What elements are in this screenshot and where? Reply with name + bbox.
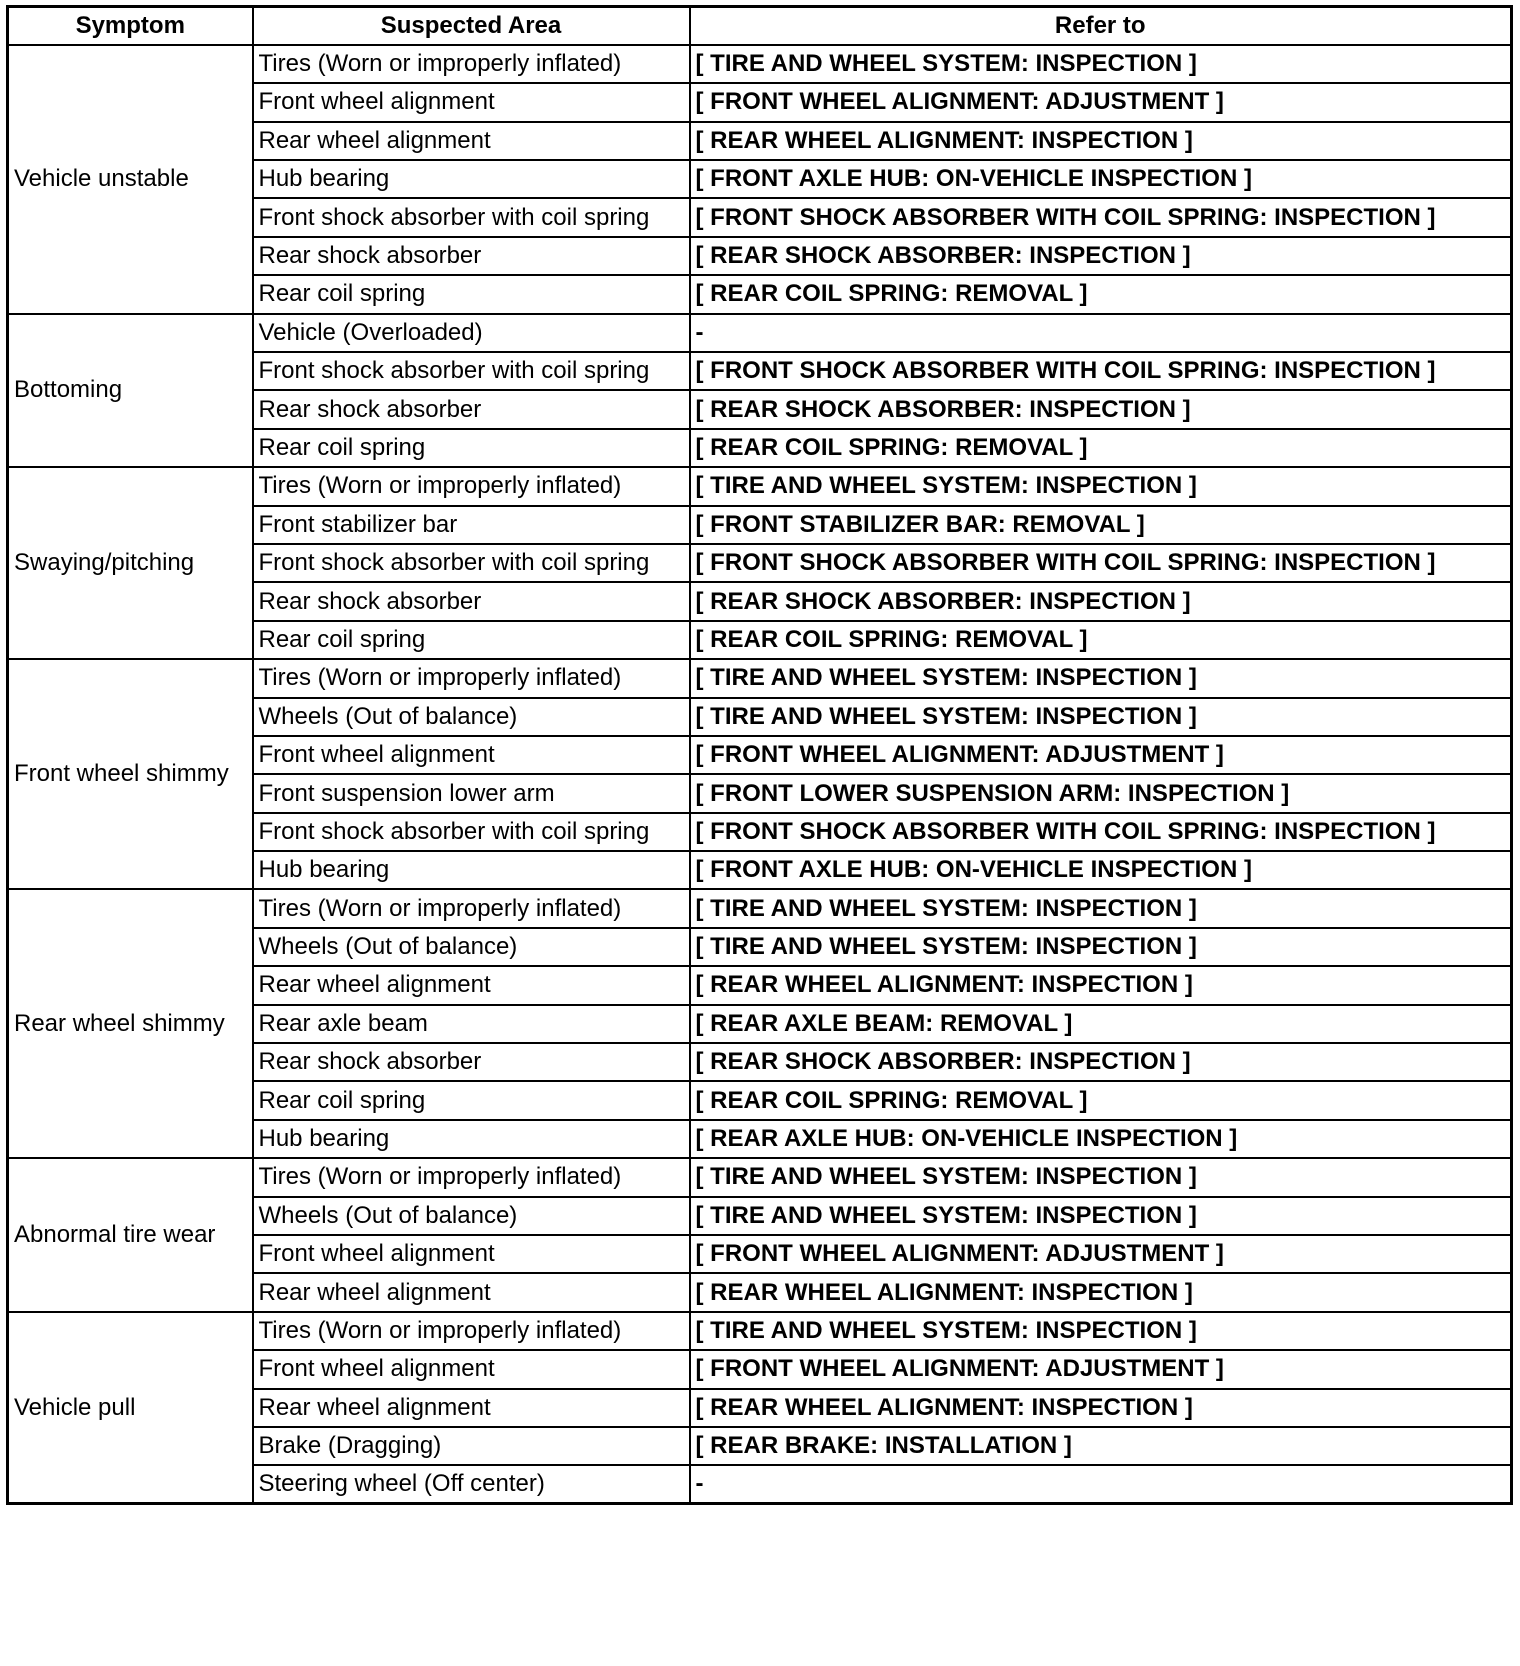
header-symptom: Symptom (8, 7, 253, 45)
suspected-area-cell: Front shock absorber with coil spring (253, 813, 690, 851)
suspected-area-cell: Rear shock absorber (253, 390, 690, 428)
refer-to-link[interactable]: [ FRONT WHEEL ALIGNMENT: ADJUSTMENT ] (690, 1235, 1512, 1273)
suspected-area-cell: Front wheel alignment (253, 736, 690, 774)
refer-to-link[interactable]: [ REAR COIL SPRING: REMOVAL ] (690, 275, 1512, 313)
suspected-area-cell: Steering wheel (Off center) (253, 1465, 690, 1503)
refer-to-link[interactable]: [ FRONT AXLE HUB: ON-VEHICLE INSPECTION ] (690, 160, 1512, 198)
symptom-cell: Front wheel shimmy (8, 659, 253, 889)
table-row (8, 1158, 1512, 1196)
suspected-area-cell: Front shock absorber with coil spring (253, 198, 690, 236)
suspected-area-cell: Rear coil spring (253, 1081, 690, 1119)
refer-to-link[interactable]: - (690, 314, 1512, 352)
refer-to-link[interactable]: [ REAR BRAKE: INSTALLATION ] (690, 1427, 1512, 1465)
table-row (8, 45, 1512, 83)
symptom-cell: Rear wheel shimmy (8, 889, 253, 1158)
refer-to-link[interactable]: [ FRONT WHEEL ALIGNMENT: ADJUSTMENT ] (690, 736, 1512, 774)
symptom-cell: Abnormal tire wear (8, 1158, 253, 1312)
refer-to-link[interactable]: [ REAR WHEEL ALIGNMENT: INSPECTION ] (690, 1389, 1512, 1427)
refer-to-link[interactable]: [ TIRE AND WHEEL SYSTEM: INSPECTION ] (690, 45, 1512, 83)
suspected-area-cell: Tires (Worn or improperly inflated) (253, 45, 690, 83)
suspected-area-cell: Vehicle (Overloaded) (253, 314, 690, 352)
refer-to-link[interactable]: [ FRONT SHOCK ABSORBER WITH COIL SPRING: INSPECTION ] (690, 198, 1512, 236)
suspected-area-cell: Tires (Worn or improperly inflated) (253, 889, 690, 927)
refer-to-link[interactable]: [ TIRE AND WHEEL SYSTEM: INSPECTION ] (690, 1197, 1512, 1235)
refer-to-link[interactable]: [ REAR COIL SPRING: REMOVAL ] (690, 1081, 1512, 1119)
refer-to-link[interactable]: [ FRONT WHEEL ALIGNMENT: ADJUSTMENT ] (690, 83, 1512, 121)
suspected-area-cell: Front wheel alignment (253, 1350, 690, 1388)
suspected-area-cell: Brake (Dragging) (253, 1427, 690, 1465)
suspected-area-cell: Rear shock absorber (253, 237, 690, 275)
suspected-area-cell: Front shock absorber with coil spring (253, 544, 690, 582)
suspected-area-cell: Front suspension lower arm (253, 774, 690, 812)
table-row (8, 659, 1512, 697)
symptom-cell: Vehicle unstable (8, 45, 253, 314)
suspected-area-cell: Rear wheel alignment (253, 1389, 690, 1427)
suspected-area-cell: Rear coil spring (253, 429, 690, 467)
refer-to-link[interactable]: [ REAR COIL SPRING: REMOVAL ] (690, 621, 1512, 659)
refer-to-link[interactable]: [ REAR SHOCK ABSORBER: INSPECTION ] (690, 390, 1512, 428)
suspected-area-cell: Hub bearing (253, 851, 690, 889)
suspected-area-cell: Hub bearing (253, 160, 690, 198)
refer-to-link[interactable]: [ TIRE AND WHEEL SYSTEM: INSPECTION ] (690, 659, 1512, 697)
suspected-area-cell: Tires (Worn or improperly inflated) (253, 1312, 690, 1350)
suspected-area-cell: Rear shock absorber (253, 582, 690, 620)
refer-to-link[interactable]: [ TIRE AND WHEEL SYSTEM: INSPECTION ] (690, 1312, 1512, 1350)
refer-to-link[interactable]: [ TIRE AND WHEEL SYSTEM: INSPECTION ] (690, 928, 1512, 966)
suspected-area-cell: Rear coil spring (253, 275, 690, 313)
refer-to-link[interactable]: [ FRONT LOWER SUSPENSION ARM: INSPECTION ] (690, 774, 1512, 812)
refer-to-link[interactable]: [ REAR SHOCK ABSORBER: INSPECTION ] (690, 1043, 1512, 1081)
suspected-area-cell: Front wheel alignment (253, 83, 690, 121)
suspected-area-cell: Rear coil spring (253, 621, 690, 659)
suspected-area-cell: Rear axle beam (253, 1005, 690, 1043)
symptom-cell: Swaying/pitching (8, 467, 253, 659)
diagnosis-table (6, 5, 1513, 1505)
header-suspected-area: Suspected Area (253, 7, 690, 45)
suspected-area-cell: Hub bearing (253, 1120, 690, 1158)
suspected-area-cell: Tires (Worn or improperly inflated) (253, 467, 690, 505)
refer-to-link[interactable]: [ REAR WHEEL ALIGNMENT: INSPECTION ] (690, 122, 1512, 160)
refer-to-link[interactable]: [ FRONT WHEEL ALIGNMENT: ADJUSTMENT ] (690, 1350, 1512, 1388)
suspected-area-cell: Front stabilizer bar (253, 506, 690, 544)
suspected-area-cell: Rear wheel alignment (253, 966, 690, 1004)
refer-to-link[interactable]: [ FRONT SHOCK ABSORBER WITH COIL SPRING: INSPECTION ] (690, 544, 1512, 582)
table-row (8, 467, 1512, 505)
refer-to-link[interactable]: [ FRONT STABILIZER BAR: REMOVAL ] (690, 506, 1512, 544)
refer-to-link[interactable]: [ REAR COIL SPRING: REMOVAL ] (690, 429, 1512, 467)
refer-to-link[interactable]: - (690, 1465, 1512, 1503)
refer-to-link[interactable]: [ REAR SHOCK ABSORBER: INSPECTION ] (690, 237, 1512, 275)
suspected-area-cell: Tires (Worn or improperly inflated) (253, 659, 690, 697)
header-row (8, 7, 1512, 45)
refer-to-link[interactable]: [ FRONT SHOCK ABSORBER WITH COIL SPRING: INSPECTION ] (690, 813, 1512, 851)
refer-to-link[interactable]: [ TIRE AND WHEEL SYSTEM: INSPECTION ] (690, 889, 1512, 927)
refer-to-link[interactable]: [ TIRE AND WHEEL SYSTEM: INSPECTION ] (690, 467, 1512, 505)
refer-to-link[interactable]: [ FRONT SHOCK ABSORBER WITH COIL SPRING: INSPECTION ] (690, 352, 1512, 390)
suspected-area-cell: Rear shock absorber (253, 1043, 690, 1081)
refer-to-link[interactable]: [ TIRE AND WHEEL SYSTEM: INSPECTION ] (690, 698, 1512, 736)
suspected-area-cell: Rear wheel alignment (253, 122, 690, 160)
suspected-area-cell: Wheels (Out of balance) (253, 1197, 690, 1235)
suspected-area-cell: Front shock absorber with coil spring (253, 352, 690, 390)
refer-to-link[interactable]: [ REAR WHEEL ALIGNMENT: INSPECTION ] (690, 1273, 1512, 1311)
table-row (8, 314, 1512, 352)
symptom-cell: Bottoming (8, 314, 253, 468)
suspected-area-cell: Front wheel alignment (253, 1235, 690, 1273)
suspected-area-cell: Wheels (Out of balance) (253, 928, 690, 966)
refer-to-link[interactable]: [ REAR WHEEL ALIGNMENT: INSPECTION ] (690, 966, 1512, 1004)
header-refer-to: Refer to (690, 7, 1512, 45)
table-body (8, 45, 1512, 1504)
suspected-area-cell: Rear wheel alignment (253, 1273, 690, 1311)
suspected-area-cell: Tires (Worn or improperly inflated) (253, 1158, 690, 1196)
refer-to-link[interactable]: [ REAR SHOCK ABSORBER: INSPECTION ] (690, 582, 1512, 620)
suspected-area-cell: Wheels (Out of balance) (253, 698, 690, 736)
refer-to-link[interactable]: [ REAR AXLE HUB: ON-VEHICLE INSPECTION ] (690, 1120, 1512, 1158)
symptom-cell: Vehicle pull (8, 1312, 253, 1504)
refer-to-link[interactable]: [ FRONT AXLE HUB: ON-VEHICLE INSPECTION ] (690, 851, 1512, 889)
refer-to-link[interactable]: [ REAR AXLE BEAM: REMOVAL ] (690, 1005, 1512, 1043)
table-row (8, 1312, 1512, 1350)
refer-to-link[interactable]: [ TIRE AND WHEEL SYSTEM: INSPECTION ] (690, 1158, 1512, 1196)
table-row (8, 889, 1512, 927)
